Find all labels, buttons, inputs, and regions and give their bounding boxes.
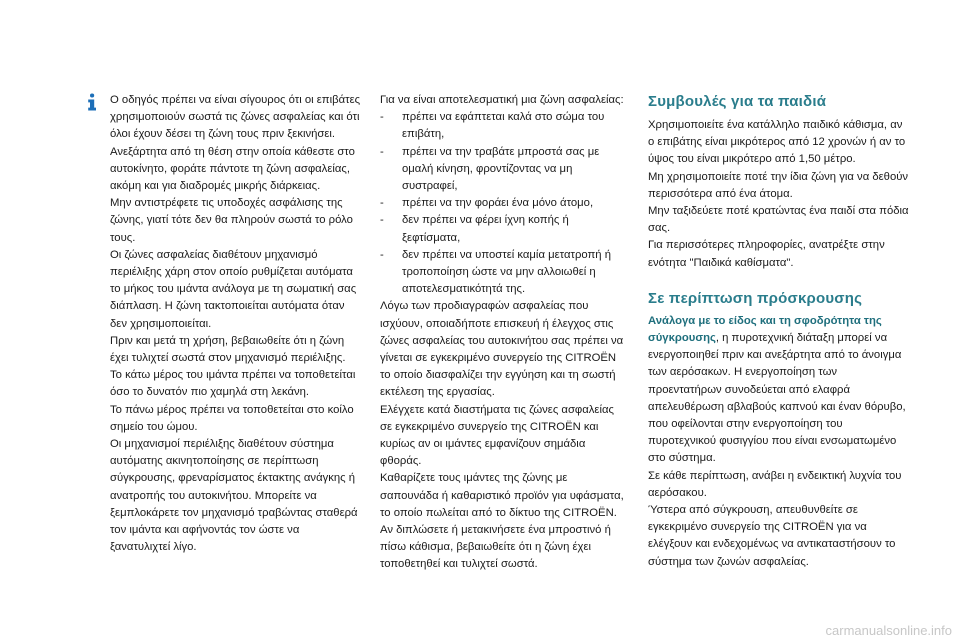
list-item: - πρέπει να την φοράει ένα μόνο άτομο, [380,195,628,212]
paragraph: Το κάτω μέρος του ιμάντα πρέπει να τοποθετείται όσο το δυνατόν πιο χαμηλά στη λεκάνη. [110,369,356,399]
info-icon [84,93,100,111]
paragraph: Οι μηχανισμοί περιέλιξης διαθέτουν σύστημα αυτόματης ακινητοποίησης σε περίπτωση σύγκρουσης, φρεναρίσματος έκτακτης ανάγκης ή ανατροπής του αυτοκινήτου. Μπορείτε να ξεμπλοκάρετε τον μηχανισμό τραβώντας σταθερά τον ιμάντα και αφήνοντάς τον ώστε να ξανατυλιχτεί λίγο. [110,438,358,554]
collision-heading: Σε περίπτωση πρόσκρουσης [648,289,863,307]
paragraph: Μην αντιστρέφετε τις υποδοχές ασφάλισης της ζώνης, γιατί τότε δεν θα πληρούν σωστά το ρόλο τους. [110,197,353,244]
effectiveness-column [380,92,628,574]
paragraph: Μη χρησιμοποιείτε ποτέ την ίδια ζώνη για να δεθούν περισσότερα από ένα άτομα. [648,170,909,200]
requirements-list [380,109,628,298]
paragraph: Πριν και μετά τη χρήση, βεβαιωθείτε ότι η ζώνη έχει τυλιχτεί σωστά στον μηχανισμό περιέλιξης. [110,334,346,365]
paragraph: Ανεξάρτητα από τη θέση στην οποία κάθεστε στο αυτοκίνητο, φοράτε πάντοτε τη ζώνη ασφαλείας, ακόμη και για διαδρομές μικρής διάρκειας. [110,145,355,193]
paragraph: Για περισσότερες πληροφορίες, ανατρέξτε στην ενότητα "Παιδικά καθίσματα". [648,239,885,269]
list-item: - πρέπει να την τραβάτε μπροστά σας με ομαλή κίνηση, φροντίζοντας να μη συστραφεί, [380,144,628,196]
paragraph: Χρησιμοποιείτε ένα κατάλληλο παιδικό κάθισμα, αν ο επιβάτης είναι μικρότερος από 12 χρονών ή αν το ύψος του είναι μικρότερο από 1,50 μέτρο. [648,119,906,166]
children-advice-heading: Συμβουλές για τα παιδιά [648,93,827,110]
paragraph: Ελέγχετε κατά διαστήματα τις ζώνες ασφαλείας σε εγκεκριμένο συνεργείο της CITROËN και κυρίως αν οι ιμάντες εμφανίζουν σημάδια φθοράς. [380,403,614,468]
paragraph: Οι ζώνες ασφαλείας διαθέτουν μηχανισμό περιέλιξης χάρη στον οποίο ρυθμίζεται αυτόματα το μήκος του ιμάντα ανάλογα με τη σωματική σας διάπλαση. Η ζώνη τακτοποιείται αυτόματα όταν δεν χρησιμοποιείται. [110,248,357,330]
lead-text: Ανάλογα με το είδος και τη σφοδρότητα της σύγκρουσης [648,314,882,345]
paragraph: Σε κάθε περίπτωση, ανάβει η ενδεικτική λυχνία του αερόσακου. [648,469,902,499]
paragraph: Μην ταξιδεύετε ποτέ κρατώντας ένα παιδί στα πόδια σας. [648,205,909,235]
advice-column [648,92,910,571]
paragraph: Ο οδηγός πρέπει να είναι σίγουρος ότι οι επιβάτες χρησιμοποιούν σωστά τις ζώνες ασφαλείας και ότι όλοι έχουν δέσει τη ζώνη τους πριν ξεκινήσει. [110,94,361,141]
safety-info-column [110,92,362,556]
watermark: carmanualsonline.info [825,623,952,638]
collision-paragraph [648,313,910,468]
list-item: - πρέπει να εφάπτεται καλά στο σώμα του επιβάτη, [380,109,628,143]
paragraph: Αν διπλώσετε ή μετακινήσετε ένα μπροστινό ή πίσω κάθισμα, βεβαιωθείτε ότι η ζώνη έχει τοποθετηθεί και τυλιχτεί σωστά. [380,524,611,571]
paragraph: Λόγω των προδιαγραφών ασφαλείας που ισχύουν, οποιαδήποτε επισκευή ή έλεγχος στις ζώνες ασφαλείας του αυτοκινήτου σας πρέπει να γίνεται σε εγκεκριμένο συνεργείο της CITROËN το οποίο διασφαλίζει την εγγύηση και τη σωστή εκτέλεση της εργασίας. [380,300,624,399]
list-item: - δεν πρέπει να φέρει ίχνη κοπής ή ξεφτίσματα, [380,212,628,246]
paragraph: Καθαρίζετε τους ιμάντες της ζώνης με σαπουνάδα ή καθαριστικό προϊόν για υφάσματα, το οποίο πωλείται από το δίκτυο της CITROËN. [380,472,624,519]
lead-rest-text: , η πυροτεχνική διάταξη μπορεί να ενεργοποιηθεί πριν και ανεξάρτητα από το άνοιγμα των αερόσακων. Η ενεργοποίηση των προεντατήρων συνοδεύεται από ελαφρά απελευθέρωση αβλαβούς καπνού και έναν θόρυβο, που οφείλονται στην ενεργοποίηση του πυροτεχνικού φυσιγγίου που είναι ενσωματωμένο στο σύστημα. [648,332,906,465]
list-item: - δεν πρέπει να υποστεί καμία μετατροπή ή τροποποίηση ώστε να μην αλλοιωθεί η αποτελεσματικότητά της. [380,247,628,299]
paragraph: Το πάνω μέρος πρέπει να τοποθετείται στο κοίλο σημείο του ώμου. [110,403,354,433]
intro-text: Για να είναι αποτελεσματική μια ζώνη ασφαλείας: [380,94,624,106]
paragraph: Ύστερα από σύγκρουση, απευθυνθείτε σε εγκεκριμένο συνεργείο της CITROËN για να ελέγξουν και ενδεχομένως να αντικαταστήσουν το σύστημα των ζωνών ασφαλείας. [648,504,896,568]
